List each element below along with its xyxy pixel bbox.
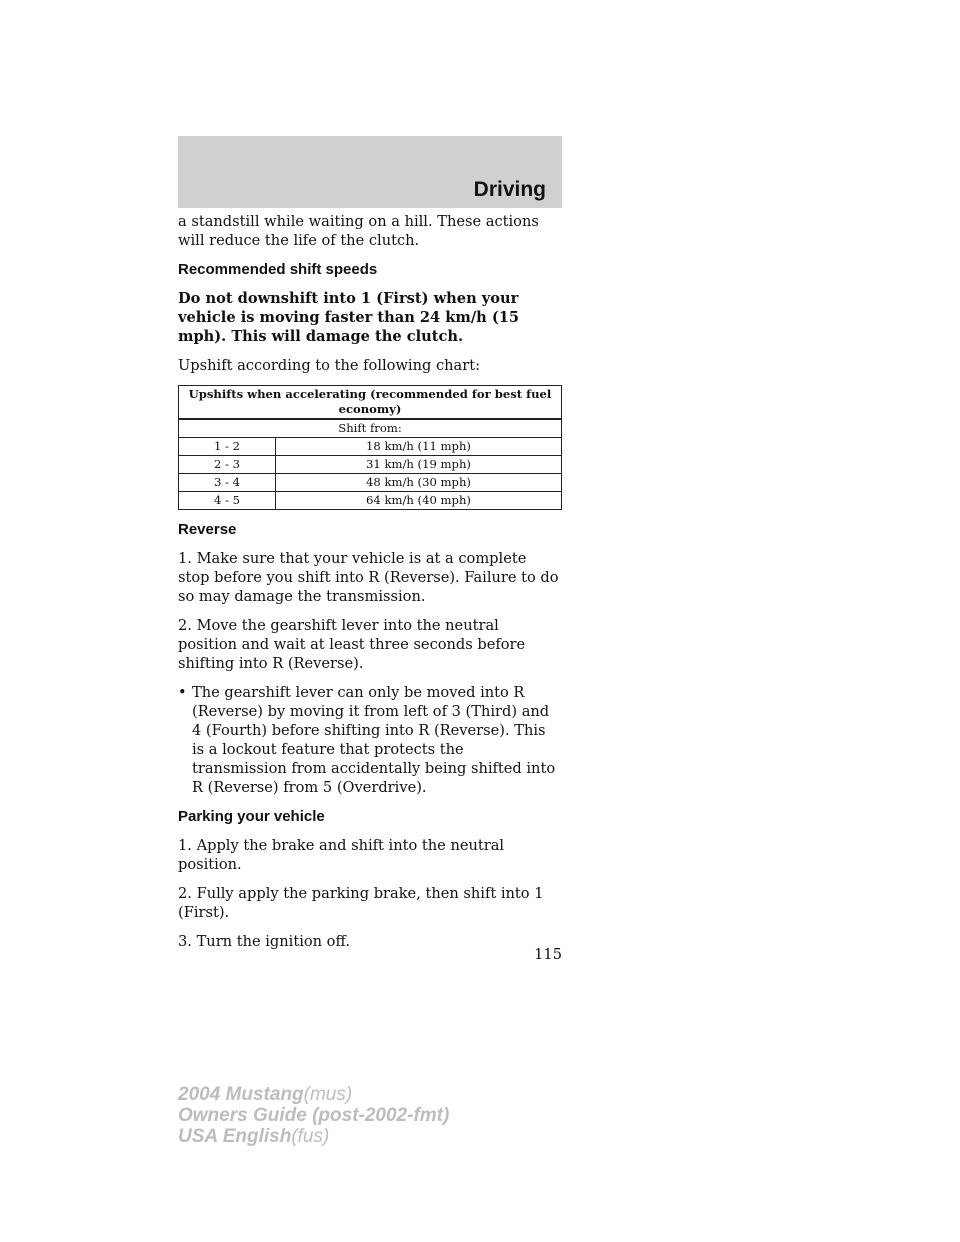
page-number: 115	[534, 946, 562, 963]
shift-speeds-heading: Recommended shift speeds	[178, 261, 378, 278]
reverse-step-1: 1. Make sure that your vehicle is at a complete stop before you shift into R (Reverse). Failure to do so may damage the transmission.	[178, 550, 559, 605]
gear-cell: 2 - 3	[179, 456, 276, 474]
reverse-heading: Reverse	[178, 521, 237, 538]
section-header-band	[178, 136, 562, 208]
footer-line-3	[178, 1126, 449, 1147]
footer-line-2: Owners Guide (post-2002-fmt)	[178, 1105, 450, 1126]
parking-step-2: 2. Fully apply the parking brake, then shift into 1 (First).	[178, 885, 544, 921]
footer-model: 2004 Mustang	[178, 1084, 304, 1105]
bullet-symbol: •	[178, 684, 187, 701]
intro-continuation: a standstill while waiting on a hill. These actions will reduce the life of the clutch.	[178, 213, 539, 249]
parking-step-3: 3. Turn the ignition off.	[178, 933, 350, 950]
page-content	[178, 212, 562, 961]
speed-cell: 64 km/h (40 mph)	[276, 492, 562, 510]
reverse-bullet-text: The gearshift lever can only be moved into R (Reverse) by moving it from left of 3 (Third) and 4 (Fourth) before shifting into R (Reverse). This is a lockout feature that protects the transmission from accidentally being shifted into R (Reverse) from 5 (Overdrive).	[192, 684, 556, 796]
parking-step-1: 1. Apply the brake and shift into the neutral position.	[178, 837, 505, 873]
upshift-table	[178, 385, 562, 510]
gear-cell: 4 - 5	[179, 492, 276, 510]
table-caption-row	[179, 386, 562, 420]
footer-line-1	[178, 1084, 449, 1105]
table-subheader-row	[179, 419, 562, 438]
section-title: Driving	[473, 178, 546, 201]
footer-language-code: (fus)	[291, 1126, 330, 1147]
document-footer	[178, 1084, 449, 1147]
downshift-warning: Do not downshift into 1 (First) when your vehicle is moving faster than 24 km/h (15 mph). This will damage the clutch.	[178, 290, 520, 345]
footer-language: USA English	[178, 1126, 292, 1147]
table-row	[179, 492, 562, 510]
gear-cell: 3 - 4	[179, 474, 276, 492]
table-row	[179, 456, 562, 474]
table-row	[179, 474, 562, 492]
footer-model-code: (mus)	[303, 1084, 353, 1105]
table-caption: Upshifts when accelerating (recommended for best fuel economy)	[179, 386, 562, 420]
upshift-intro: Upshift according to the following chart:	[178, 357, 481, 374]
speed-cell: 48 km/h (30 mph)	[276, 474, 562, 492]
parking-heading: Parking your vehicle	[178, 808, 325, 825]
reverse-bullet-item	[178, 683, 562, 797]
table-subheader: Shift from:	[179, 419, 562, 438]
speed-cell: 18 km/h (11 mph)	[276, 438, 562, 456]
reverse-step-2: 2. Move the gearshift lever into the neutral position and wait at least three seconds before shifting into R (Reverse).	[178, 617, 526, 672]
gear-cell: 1 - 2	[179, 438, 276, 456]
table-row	[179, 438, 562, 456]
speed-cell: 31 km/h (19 mph)	[276, 456, 562, 474]
